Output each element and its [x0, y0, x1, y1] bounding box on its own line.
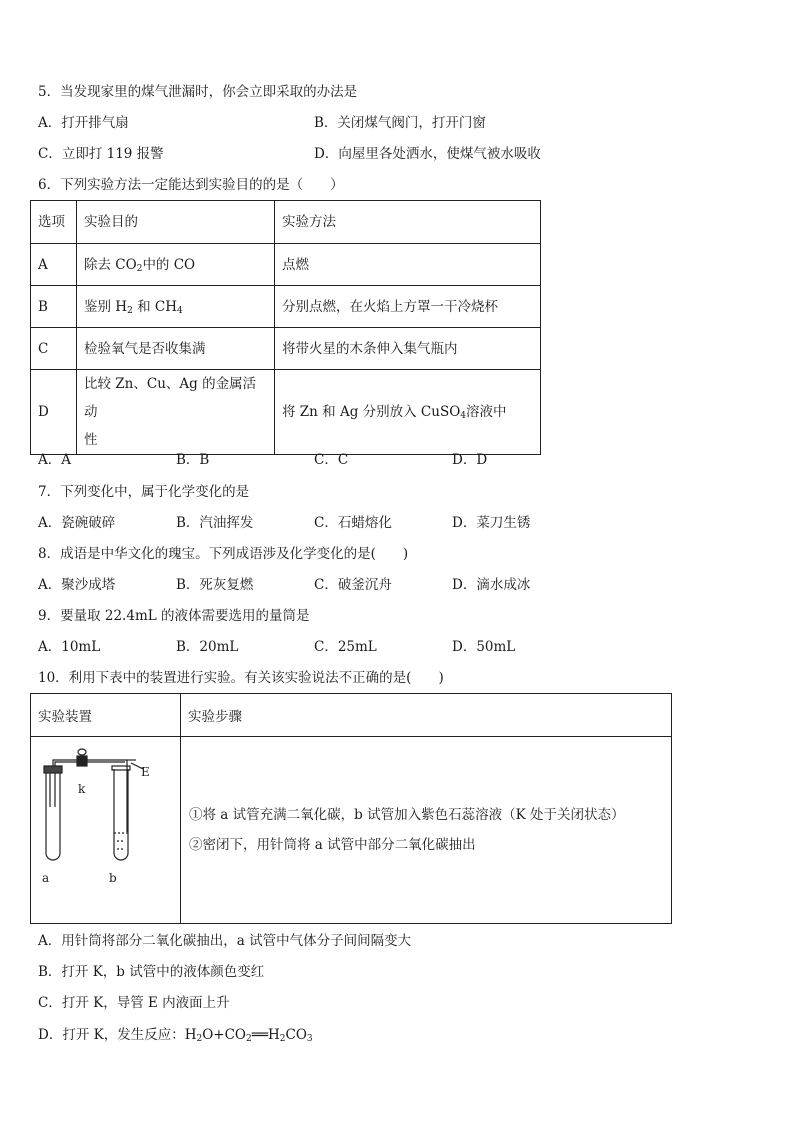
q6-row-d-goal: 比较 Zn、Cu、Ag 的金属活动 性	[77, 370, 275, 455]
q9-option-d[interactable]: D．50mL	[452, 639, 516, 655]
valve-handle	[78, 749, 86, 755]
q10-option-d[interactable]: D．打开 K，发生反应：$H_2O+CO_2══H_2CO_3$	[38, 1027, 313, 1044]
q6-stem: 6．下列实验方法一定能达到实验目的的是（ ）	[38, 177, 344, 193]
q8-option-c[interactable]: C．破釜沉舟	[314, 577, 392, 593]
q6-header-goal: 实验目的	[77, 201, 275, 244]
q6-option-b[interactable]: B．B	[176, 452, 210, 468]
q7-option-b[interactable]: B．汽油挥发	[176, 515, 254, 531]
q10-apparatus-cell	[31, 737, 181, 924]
q6-header-method: 实验方法	[275, 201, 541, 244]
q6-row-a-option: A	[31, 244, 77, 286]
q10-steps-cell	[181, 737, 672, 924]
q9-option-c[interactable]: C．25mL	[314, 639, 377, 655]
q10-table	[30, 693, 672, 924]
q6-header-option: 选项	[31, 201, 77, 244]
q5-stem: 5．当发现家里的煤气泄漏时，你会立即采取的办法是	[38, 84, 358, 100]
q6-row-b-option: B	[31, 286, 77, 328]
q6-row-b-method: 分别点燃，在火焰上方罩一干冷烧杯	[275, 286, 541, 328]
q9-option-a[interactable]: A．10mL	[38, 639, 101, 655]
q9-option-b[interactable]: B．20mL	[176, 639, 239, 655]
label-tube-a: a	[42, 871, 50, 885]
q9-stem: 9．要量取 22.4mL 的液体需要选用的量筒是	[38, 608, 310, 624]
test-tube-a	[46, 773, 60, 860]
q7-stem: 7．下列变化中，属于化学变化的是	[38, 484, 250, 500]
q6-row-a-goal: 除去 $CO_2$中的 CO	[77, 244, 275, 286]
q10-option-a[interactable]: A．用针筒将部分二氧化碳抽出，a 试管中气体分子间间隔变大	[38, 933, 412, 949]
stopper-a	[44, 766, 62, 773]
apparatus-diagram	[31, 737, 181, 923]
q6-row-c-method: 将带火星的木条伸入集气瓶内	[275, 328, 541, 370]
q7-option-d[interactable]: D．菜刀生锈	[452, 515, 531, 531]
q6-row-d-method: 将 Zn 和 Ag 分别放入 CuSO$_4$溶液中	[275, 370, 541, 455]
q6-row-c-option: C	[31, 328, 77, 370]
q7-option-c[interactable]: C．石蜡熔化	[314, 515, 392, 531]
q10-stem: 10．利用下表中的装置进行实验。有关该实验说法不正确的是( )	[38, 670, 444, 686]
q10-option-b[interactable]: B．打开 K，b 试管中的液体颜色变红	[38, 964, 265, 980]
label-valve-k: k	[78, 782, 86, 796]
q6-row-c-goal: 检验氧气是否收集满	[77, 328, 275, 370]
connecting-tube	[53, 760, 127, 832]
q8-option-a[interactable]: A．聚沙成塔	[38, 577, 116, 593]
q8-option-b[interactable]: B．死灰复燃	[176, 577, 254, 593]
valve-k	[77, 756, 87, 766]
q10-step-1: ①将 a 试管充满二氧化碳，b 试管加入紫色石蕊溶液（K 处于关闭状态）	[189, 807, 625, 823]
q10-option-c[interactable]: C．打开 K，导管 E 内液面上升	[38, 995, 230, 1011]
q6-table	[30, 200, 541, 455]
test-tube-b	[114, 769, 128, 860]
q6-option-d[interactable]: D．D	[452, 452, 488, 468]
q5-option-a[interactable]: A．打开排气扇	[38, 115, 129, 131]
q6-option-c[interactable]: C．C	[314, 452, 349, 468]
q5-option-c[interactable]: C．立即打 119 报警	[38, 146, 164, 162]
q6-row-a-method: 点燃	[275, 244, 541, 286]
q6-option-a[interactable]: A．A	[38, 452, 71, 468]
q7-option-a[interactable]: A．瓷碗破碎	[38, 515, 116, 531]
label-tube-b: b	[109, 871, 117, 885]
q10-header-steps: 实验步骤	[181, 694, 672, 737]
q10-step-2: ②密闭下，用针筒将 a 试管中部分二氧化碳抽出	[189, 837, 476, 853]
q5-option-b[interactable]: B．关闭煤气阀门，打开门窗	[314, 115, 486, 131]
label-tube-e: E	[141, 765, 150, 779]
q6-row-b-goal: 鉴别 $H_2$ 和 $CH_4$	[77, 286, 275, 328]
q6-row-d-option: D	[31, 370, 77, 455]
q8-stem: 8．成语是中华文化的瑰宝。下列成语涉及化学变化的是( )	[38, 546, 409, 562]
q10-header-apparatus: 实验装置	[31, 694, 181, 737]
q8-option-d[interactable]: D．滴水成冰	[452, 577, 531, 593]
q5-option-d[interactable]: D．向屋里各处洒水，使煤气被水吸收	[314, 146, 541, 162]
